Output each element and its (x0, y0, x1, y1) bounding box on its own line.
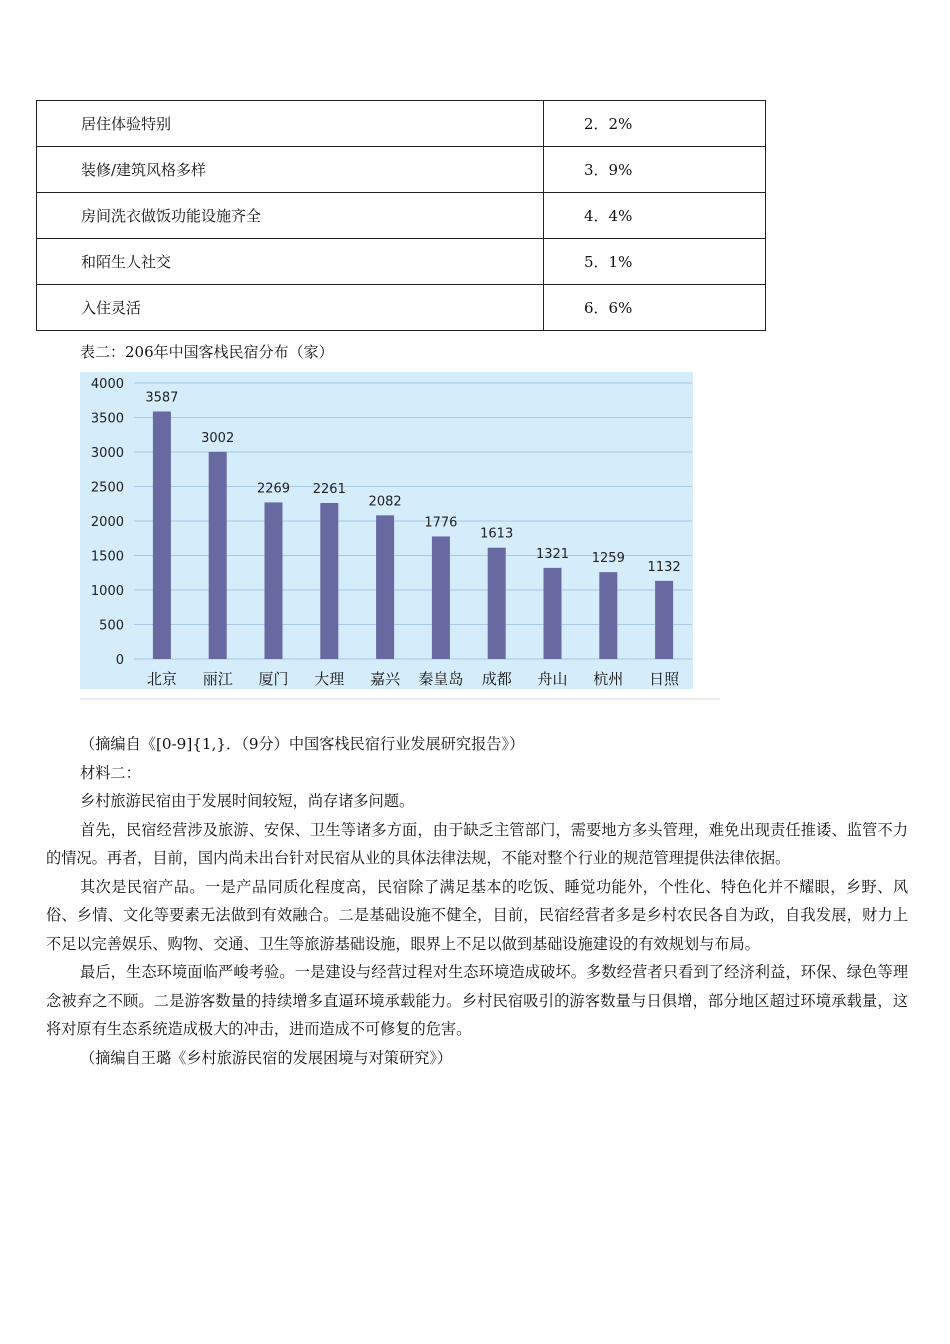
bar (320, 503, 338, 659)
y-tick-label: 500 (99, 618, 124, 634)
data-label: 2269 (256, 481, 291, 497)
bar (655, 581, 673, 659)
table-row (37, 239, 766, 285)
table-cell-value: 2．2% (544, 101, 766, 147)
table-cell-label: 房间洗衣做饭功能设施齐全 (37, 193, 544, 239)
chart-caption: 表二：206年中国客栈民宿分布（家） (80, 343, 334, 361)
table-row (37, 193, 766, 239)
bar-chart-svg (80, 372, 720, 702)
bar (376, 515, 394, 659)
bar (488, 548, 506, 659)
x-tick-label: 厦门 (258, 670, 289, 688)
x-tick-label: 舟山 (537, 670, 568, 688)
table-cell-label: 入住灵活 (37, 285, 544, 331)
table-cell-value: 3．9% (544, 147, 766, 193)
y-tick-label: 2000 (90, 515, 124, 530)
table-row (37, 101, 766, 147)
data-label: 1132 (647, 559, 681, 575)
bar (599, 572, 617, 659)
data-label: 2082 (368, 494, 402, 510)
reasons-table (36, 100, 766, 331)
data-label: 3002 (201, 430, 235, 446)
table-cell-label: 装修/建筑风格多样 (37, 147, 544, 193)
bar (432, 536, 450, 659)
y-tick-label: 3000 (90, 446, 124, 461)
y-tick-label: 2500 (90, 480, 124, 496)
x-tick-label: 北京 (146, 670, 177, 688)
table-cell-value: 6．6% (544, 285, 766, 331)
x-tick-label: 大理 (314, 670, 345, 688)
x-tick-label: 秦皇岛 (418, 670, 464, 688)
y-tick-label: 0 (115, 653, 124, 668)
source-note: （摘编自王璐《乡村旅游民宿的发展困境与对策研究》） (80, 1048, 453, 1067)
bar (153, 411, 171, 659)
data-label: 1259 (591, 551, 625, 567)
x-tick-label: 嘉兴 (370, 670, 401, 688)
table-cell-value: 4．4% (544, 193, 766, 239)
table-cell-label: 和陌生人社交 (37, 239, 544, 285)
data-label: 2261 (312, 481, 346, 497)
data-label: 3587 (145, 390, 179, 406)
bar (544, 568, 562, 659)
table-cell-value: 5．1% (544, 239, 766, 285)
bar (265, 502, 283, 659)
x-tick-label: 丽江 (202, 670, 233, 688)
table-row (37, 285, 766, 331)
x-tick-label: 日照 (649, 670, 680, 688)
x-tick-label: 成都 (481, 670, 512, 688)
x-tick-label: 杭州 (593, 670, 624, 688)
paragraph: 其次是民宿产品。一是产品同质化程度高，民宿除了满足基本的吃饭、睡觉功能外，个性化、特色化并不耀眼，乡野、风俗、乡情、文化等要素无法做到有效融合。二是基础设施不健全，目前，民宿经营者多是乡村农民各自为政，自我发展，财力上不足以完善娱乐、购物、交通、卫生等旅游基础设施，眼界上不足以做到基础设施建设的有效规划与布局。 (46, 877, 908, 953)
table-cell-label: 居住体验特别 (37, 101, 544, 147)
data-label: 1776 (424, 515, 458, 531)
y-tick-label: 3500 (90, 411, 124, 427)
y-tick-label: 4000 (90, 377, 124, 392)
material-label: 材料二： (80, 763, 141, 782)
table-row (37, 147, 766, 193)
source-note: （摘编自《[0-9]{1,}．（9分）中国客栈民宿行业发展研究报告》） (80, 735, 525, 753)
data-label: 1613 (480, 526, 514, 542)
data-label: 1321 (535, 546, 570, 562)
paragraph: 乡村旅游民宿由于发展时间较短，尚存诸多问题。 (80, 792, 415, 810)
y-tick-label: 1000 (90, 584, 124, 599)
paragraph: 首先，民宿经营涉及旅游、安保、卫生等诸多方面，由于缺乏主管部门，需要地方多头管理，难免出现责任推诿、监管不力的情况。再者，目前，国内尚未出台针对民宿从业的具体法律法规，不能对整个行业的规范管理提供法律依据。 (46, 820, 908, 867)
article-text (46, 730, 908, 1072)
bar (209, 452, 227, 659)
bar-chart (80, 372, 720, 702)
paragraph: 最后，生态环境面临严峻考验。一是建设与经营过程对生态环境造成破坏。多数经营者只看到了经济利益，环保、绿色等理念被弃之不顾。二是游客数量的持续增多直逼环境承载能力。乡村民宿吸引的游客数量与日俱增，部分地区超过环境承载量，这将对原有生态系统造成极大的冲击，进而造成不可修复的危害。 (46, 963, 908, 1038)
y-tick-label: 1500 (90, 549, 124, 565)
